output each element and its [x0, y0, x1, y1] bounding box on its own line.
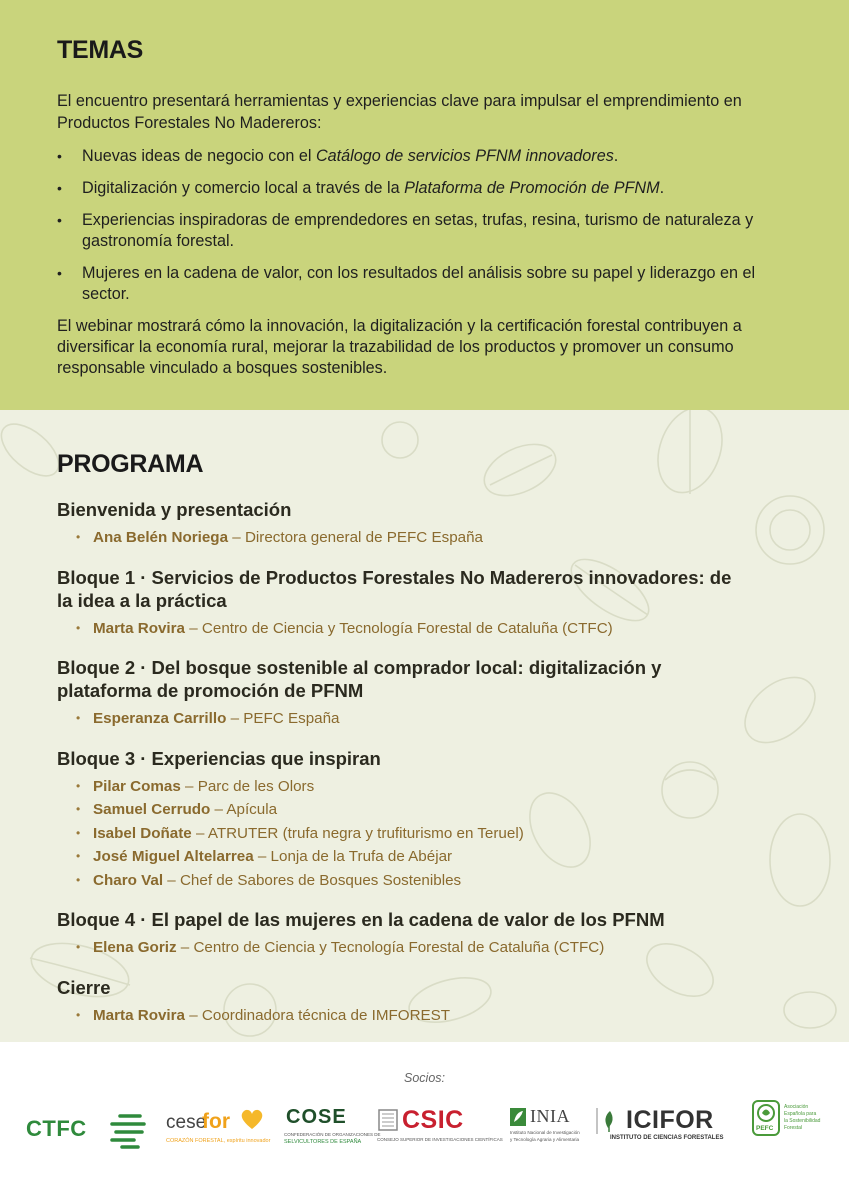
- speaker-role: Lonja de la Trufa de Abéjar: [270, 848, 453, 865]
- speaker-name: Marta Rovira: [93, 1006, 186, 1024]
- temas-bullet: • Digitalización y comercio local a través de la Plataforma de Promoción de PFNM.: [57, 178, 792, 199]
- speaker-name: José Miguel Altelarrea: [93, 848, 254, 865]
- speaker-item: • Charo Val – Chef de Sabores de Bosques Sostenibles: [76, 869, 807, 893]
- speaker-item: • Marta Rovira – Coordinadora técnica de IMFOREST: [76, 1004, 807, 1028]
- programa-title: PROGRAMA: [57, 450, 204, 478]
- block-title: Bloque 3 · Experiencias que inspiran: [57, 747, 381, 769]
- csic-logo: CSIC CONSEJO SUPERIOR DE INVESTIGACIONES CIENTÍFICAS: [377, 1106, 503, 1142]
- speaker-name: Marta Rovira: [93, 619, 186, 637]
- block-title: Bloque 1 · Servicios de Productos Forestales No Madereros innovadores: de la idea a la práctica: [57, 566, 732, 611]
- speaker-name: Pilar Comas: [93, 777, 181, 795]
- speaker-item: • Isabel Doñate – ATRUTER (trufa negra y trufiturismo en Teruel): [76, 822, 807, 846]
- block-title: Bloque 2 · Del bosque sostenible al comprador local: digitalización y plataforma de promoción de PFNM: [57, 657, 662, 701]
- speaker-item: • Pilar Comas – Parc de les Olors: [76, 775, 807, 799]
- programa-block: [57, 747, 807, 893]
- speaker-role: Centro de Ciencia y Tecnología Forestal de Cataluña (CTFC): [201, 619, 613, 637]
- speaker-item: • Ana Belén Noriega – Directora general de PEFC España: [76, 526, 807, 550]
- programa-content: [57, 450, 807, 1042]
- speaker-name: Esperanza Carrillo: [93, 710, 227, 727]
- temas-section: [0, 0, 849, 410]
- speaker-name: Ana Belén Noriega: [93, 529, 229, 546]
- speaker-list: [57, 936, 807, 960]
- socios-label: Socios:: [404, 1071, 445, 1085]
- cesefor-heart-icon: [240, 1108, 264, 1130]
- speaker-name: Samuel Cerrudo: [93, 801, 211, 818]
- speaker-role: Apícula: [226, 801, 278, 818]
- speaker-role: Parc de les Olors: [197, 777, 315, 795]
- block-title: Cierre: [57, 976, 111, 998]
- speaker-list: [57, 617, 807, 641]
- csic-emblem-icon: [377, 1108, 399, 1132]
- speaker-role: PEFC España: [243, 710, 340, 727]
- temas-bullet: • Experiencias inspiradoras de emprendedores en setas, trufas, resina, turismo de naturaleza y gastronomía forestal.: [57, 210, 792, 252]
- cose-logo: COSE CONFEDERACIÓN DE ORGANIZACIONES DE SELVICULTORES DE ESPAÑA: [284, 1106, 381, 1145]
- temas-bullet: • Mujeres en la cadena de valor, con los resultados del análisis sobre su papel y liderazgo en el sector.: [57, 263, 792, 305]
- speaker-list: [57, 775, 807, 893]
- programa-block: [57, 908, 807, 960]
- speaker-role: ATRUTER (trufa negra y trufiturismo en Teruel): [207, 824, 524, 842]
- temas-bullet: • Nuevas ideas de negocio con el Catálogo de servicios PFNM innovadores.: [57, 146, 792, 167]
- temas-title: TEMAS: [57, 36, 144, 64]
- icifor-logo: ICIFOR INSTITUTO DE CIENCIAS FORESTALES: [596, 1106, 736, 1152]
- programa-block: [57, 976, 807, 1028]
- ctfc-logo: CTFC: [26, 1112, 151, 1152]
- speaker-item: • Marta Rovira – Centro de Ciencia y Tecnología Forestal de Cataluña (CTFC): [76, 617, 807, 641]
- speaker-item: • Esperanza Carrillo – PEFC España: [76, 707, 807, 731]
- programa-block: [57, 656, 807, 731]
- programa-section: [0, 410, 849, 1042]
- speaker-list: [57, 1004, 807, 1028]
- temas-intro: El encuentro presentará herramientas y experiencias clave para impulsar el emprendimiento en Productos Forestales No Madereros:: [57, 92, 742, 132]
- programa-block: [57, 566, 807, 641]
- speaker-role: Chef de Sabores de Bosques Sostenibles: [179, 871, 462, 889]
- speaker-list: [57, 707, 807, 731]
- block-title: Bienvenida y presentación: [57, 499, 292, 520]
- speaker-name: Isabel Doñate: [93, 824, 192, 842]
- speaker-item: • Elena Goriz – Centro de Ciencia y Tecnología Forestal de Cataluña (CTFC): [76, 936, 807, 960]
- inia-logo: INIA Instituto Nacional de Investigación y Tecnología Agraria y Alimentaria: [510, 1106, 580, 1142]
- speaker-list: [57, 526, 807, 550]
- speaker-role: Directora general de PEFC España: [244, 529, 483, 546]
- cesefor-logo: cese for CORAZÓN FORESTAL, espíritu innovador: [166, 1110, 271, 1144]
- speaker-name: Elena Goriz: [93, 939, 177, 956]
- icifor-tree-icon: [596, 1108, 622, 1134]
- pefc-logo: PEFC Asociación Española para la Sostenibilidad Forestal: [752, 1100, 832, 1150]
- temas-bullet-list: [57, 146, 792, 305]
- programa-block: [57, 498, 807, 550]
- speaker-role: Centro de Ciencia y Tecnología Forestal de Cataluña (CTFC): [193, 939, 605, 956]
- block-title: Bloque 4 · El papel de las mujeres en la cadena de valor de los PFNM: [57, 909, 665, 930]
- inia-leaf-icon: [510, 1108, 526, 1126]
- speaker-name: Charo Val: [93, 871, 164, 889]
- speaker-item: • Samuel Cerrudo – Apícula: [76, 798, 807, 822]
- speaker-role: Coordinadora técnica de IMFOREST: [201, 1006, 451, 1024]
- speaker-item: • José Miguel Altelarrea – Lonja de la Trufa de Abéjar: [76, 845, 807, 869]
- temas-outro: El webinar mostrará cómo la innovación, la digitalización y la certificación forestal contribuyen a diversificar la economía rural, mejorar la trazabilidad de los productos y promover un consumo responsable vinculado a bosques sostenibles.: [57, 317, 742, 377]
- ctfc-stripes-icon: [108, 1112, 148, 1150]
- partners-footer: [0, 1042, 849, 1200]
